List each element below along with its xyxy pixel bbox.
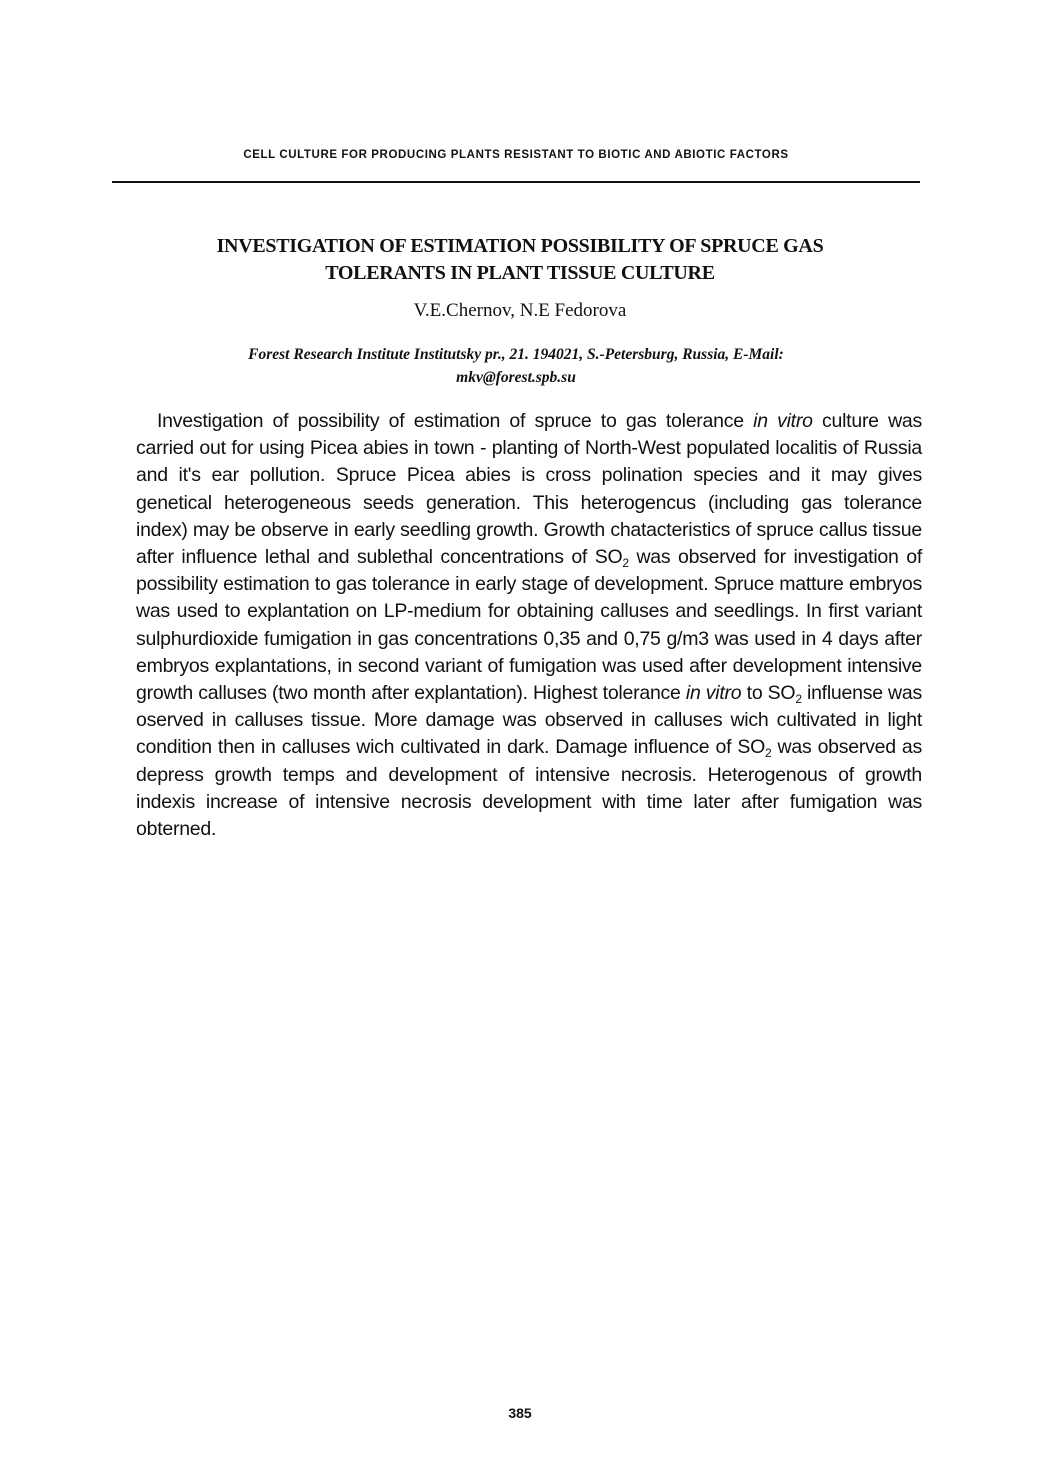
affiliation — [112, 343, 920, 389]
affiliation-line-1: Forest Research Institute Institutsky pr., 21. 194021, S.-Petersburg, Russia, E-Mail: — [248, 346, 784, 363]
header-rule — [112, 181, 920, 183]
abstract-text: Investigation of possibility of estimation of spruce to gas tolerance — [157, 410, 754, 432]
in-vitro-term: in vitro — [685, 682, 742, 705]
paper-title — [120, 233, 920, 287]
abstract-text: influense was oserved in calluses tissue. More damage was observed in calluses wich cultivated in light condition then in calluses wich cultivated in dark. Damage influence of SO — [136, 682, 922, 759]
authors: V.E.Chernov, N.E Fedorova — [413, 300, 627, 321]
title-line-1: INVESTIGATION OF ESTIMATION POSSIBILITY OF SPRUCE GAS — [216, 235, 824, 257]
abstract — [136, 408, 922, 843]
running-header: CELL CULTURE FOR PRODUCING PLANTS RESISTANT TO BIOTIC AND ABIOTIC FACTORS — [243, 149, 789, 161]
affiliation-email: mkv@forest.spb.su — [456, 369, 576, 386]
subscript: 2 — [765, 746, 772, 761]
abstract-text: was observed for investigation of possibility estimation to gas tolerance in early stage of development. Spruce matture embryos was used to explantation on LP-medium for obtaining calluses and seedlings. In first variant sulphurdioxide fumigation in gas concentrations 0,35 and 0,75 g/m3 was used in 4 days after embryos explantations, in second variant of fumigation was used after development intensive growth calluses (two month after explantation). Highest tolerance — [136, 546, 922, 705]
page-number: 385 — [508, 1405, 532, 1421]
in-vitro-term: in vitro — [753, 410, 813, 432]
subscript: 2 — [795, 692, 802, 707]
subscript: 2 — [622, 556, 629, 571]
abstract-text: was observed as depress growth temps and development of intensive necrosis. Heterogenous of growth indexis increase of intensive necrosis development with time later after fumigation was obterned. — [136, 736, 922, 841]
title-line-2: TOLERANTS IN PLANT TISSUE CULTURE — [325, 262, 715, 284]
abstract-text: culture was carried out for using Picea abies in town - planting of North-West populated localitis of Russia and it's ear pollution. Spruce Picea abies is cross polination species and it may gives genetical heterogeneous seeds generation. This heterogencus (including gas tolerance index) may be observe in early seedling growth. Growth chatacteristics of spruce callus tissue after influence lethal and sublethal concentrations of SO — [136, 410, 923, 569]
abstract-text: to SO — [741, 682, 796, 705]
abstract-paragraph — [136, 408, 922, 843]
